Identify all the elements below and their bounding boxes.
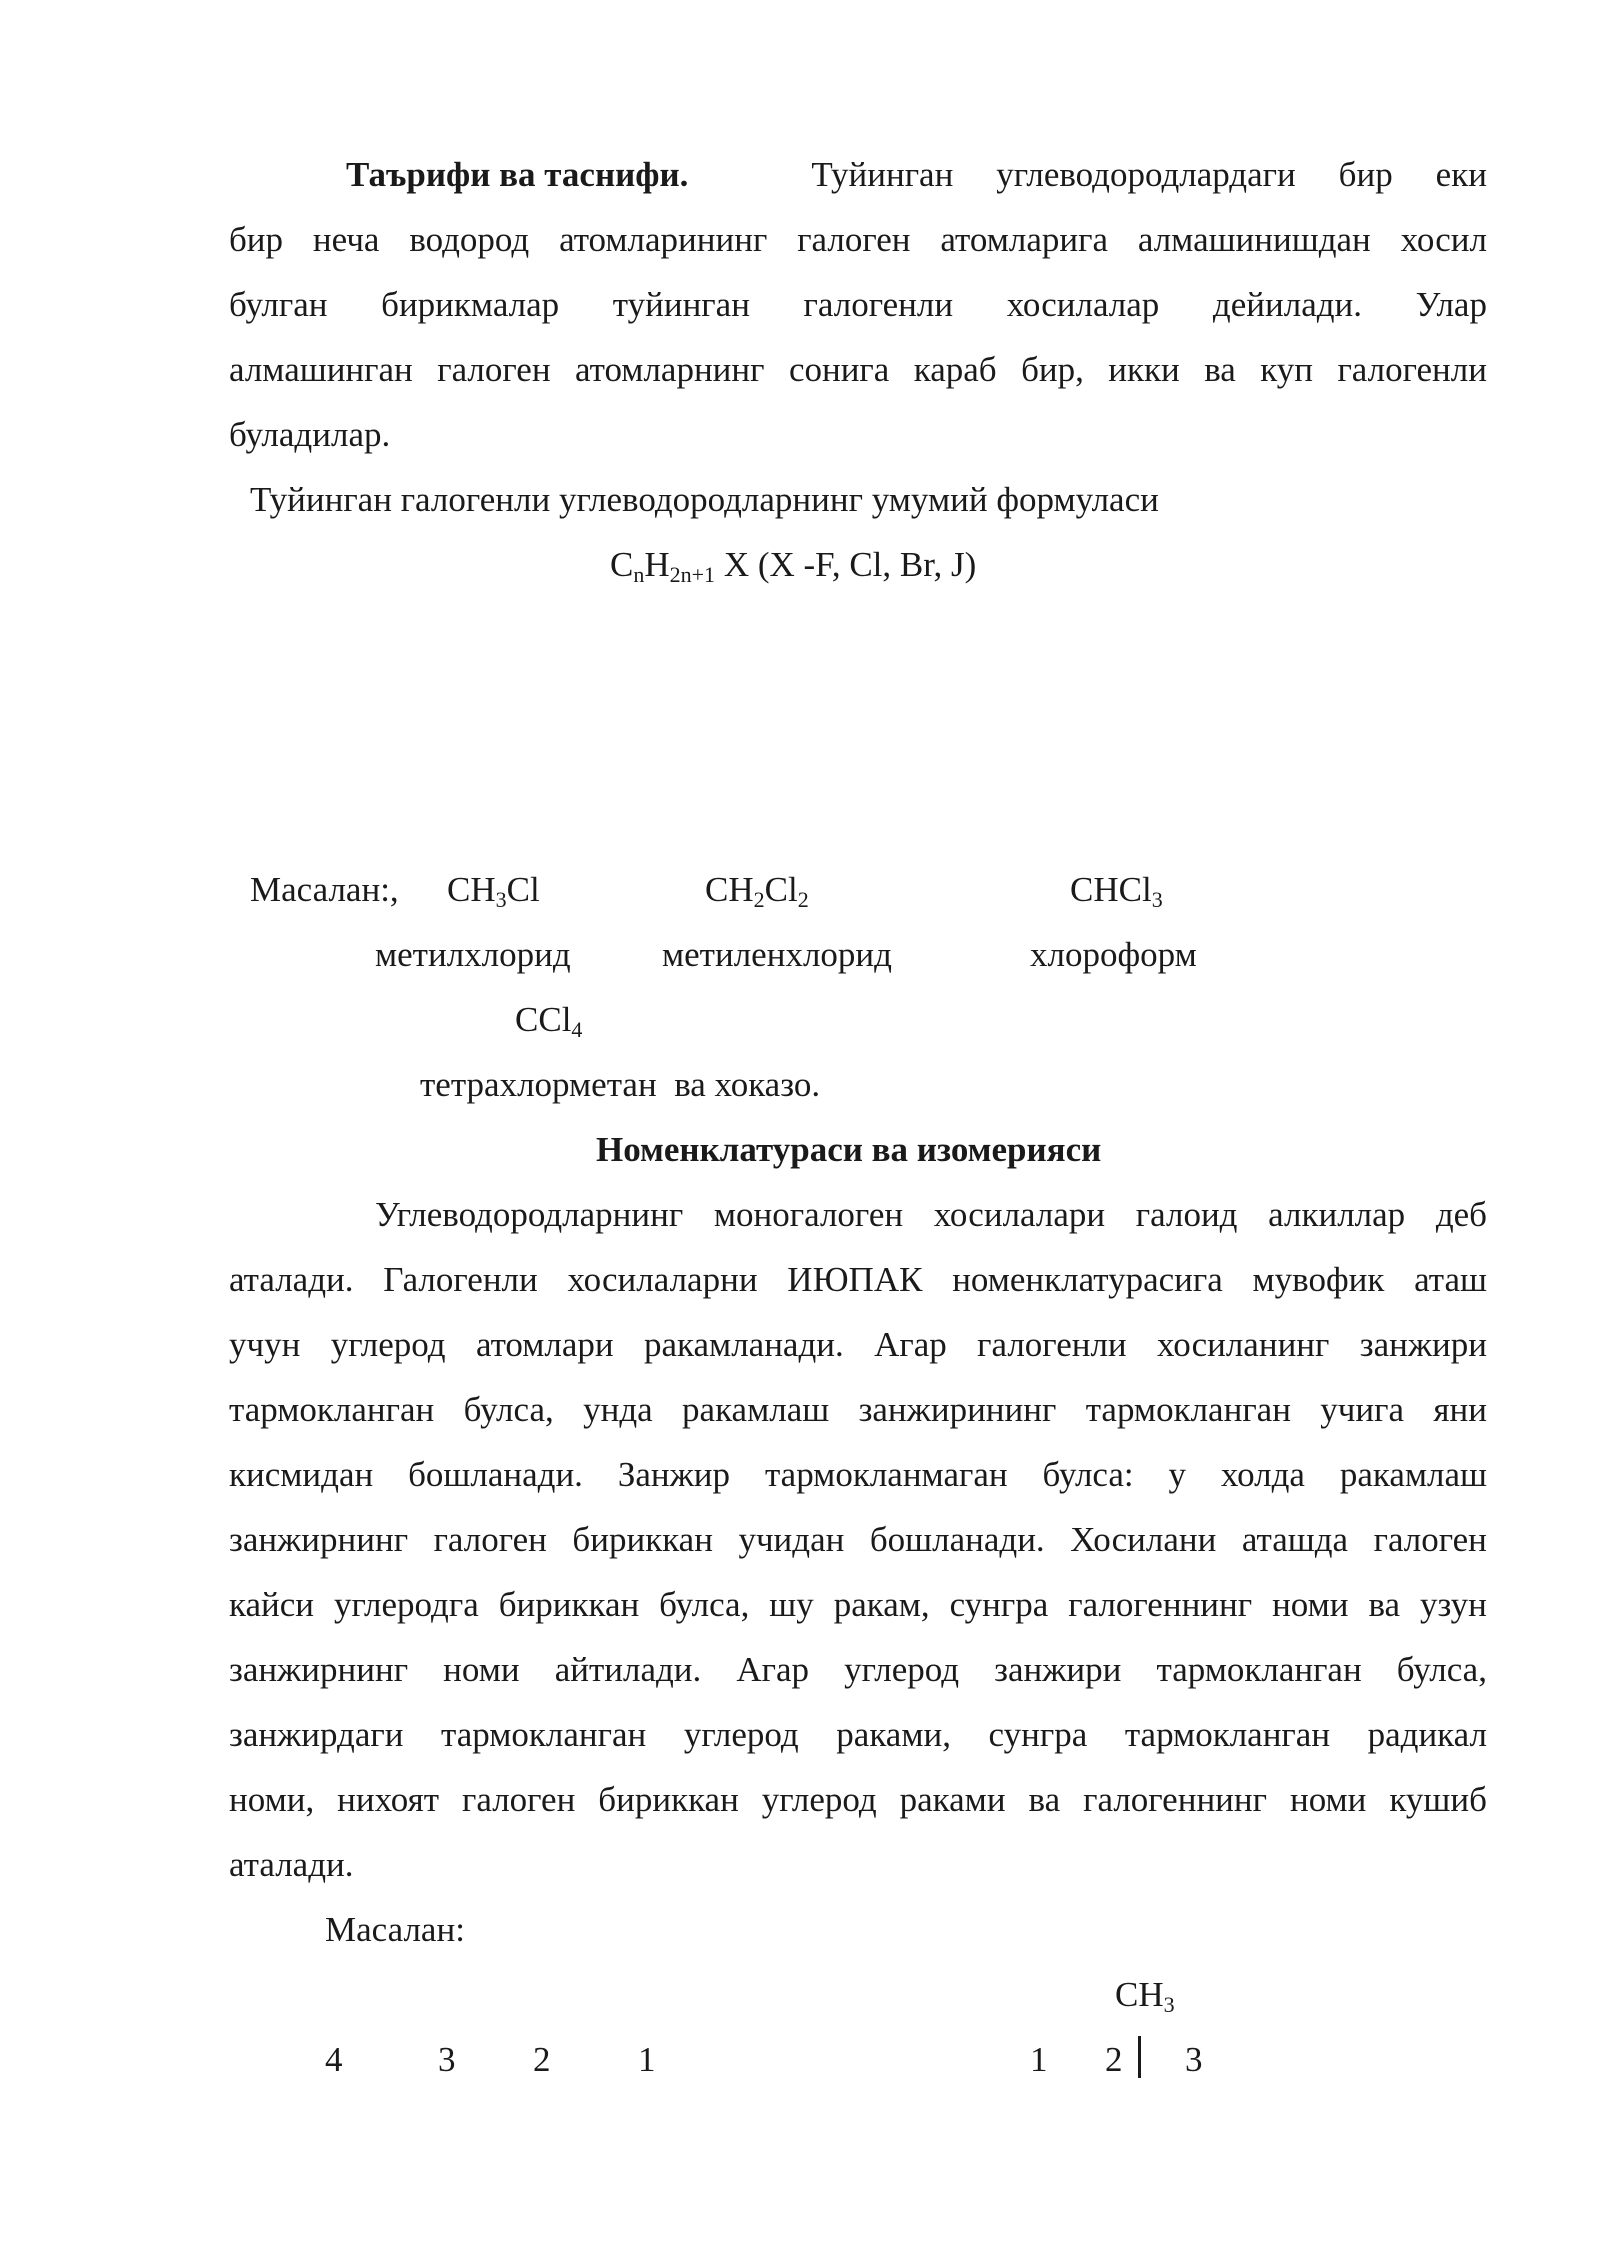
word: бириккан <box>498 1585 640 1624</box>
word: галоген <box>1373 1520 1487 1559</box>
num-left-1: 1 <box>638 2040 656 2079</box>
word: неча <box>312 220 380 259</box>
word: тармокланган <box>1124 1715 1331 1754</box>
word: сунгра <box>988 1715 1088 1754</box>
word: номи <box>1272 1585 1349 1624</box>
word: Туйинган <box>811 155 954 194</box>
nomenclature-line <box>229 1520 1487 1560</box>
word: номи <box>1289 1780 1367 1819</box>
word: булса: <box>1042 1455 1134 1494</box>
word: ракамлаш <box>682 1390 830 1429</box>
word: бир <box>229 220 284 259</box>
formula-chcl3: CHCl$_3$ <box>1070 870 1163 912</box>
word: еки <box>1435 155 1487 194</box>
word: бир <box>1338 155 1393 194</box>
word: галогеннинг <box>1083 1780 1267 1819</box>
word: булган <box>229 285 328 324</box>
word: яни <box>1433 1390 1487 1429</box>
intro-heading: Таърифи ва таснифи. <box>346 155 689 194</box>
word: кайси <box>229 1585 315 1624</box>
nomenclature-line <box>229 1390 1487 1430</box>
word: деб <box>1435 1195 1487 1234</box>
word: булса, <box>463 1390 554 1429</box>
word: занжирдаги <box>229 1715 404 1754</box>
word: Агар <box>874 1325 947 1364</box>
nomenclature-line <box>229 1195 1487 1235</box>
formula-intro: Туйинган галогенли углеводородларнинг умумий формуласи <box>250 480 1159 519</box>
examples-label: Масалан:, <box>250 870 399 909</box>
word: тармокланган <box>441 1715 647 1754</box>
nomenclature-last-line: аталади. <box>229 1845 354 1884</box>
word: атомларига <box>940 220 1108 259</box>
word: ракам, <box>833 1585 930 1624</box>
num-right-2: 2 <box>1105 2040 1123 2079</box>
formula-ccl4: CCl$_4$ <box>515 1000 583 1042</box>
num-right-3: 3 <box>1185 2040 1203 2079</box>
word: у <box>1168 1455 1187 1494</box>
word: занжири <box>1359 1325 1487 1364</box>
name-chloroform: хлороформ <box>1030 935 1197 974</box>
word: аташ <box>1414 1260 1487 1299</box>
word: номи, <box>229 1780 315 1819</box>
word: бириккан <box>598 1780 739 1819</box>
word: бириккан <box>572 1520 713 1559</box>
word: Хосилани <box>1070 1520 1217 1559</box>
word: булса, <box>659 1585 750 1624</box>
nomenclature-line <box>229 1455 1487 1495</box>
word: углерод <box>761 1780 877 1819</box>
word: ва <box>1028 1780 1061 1819</box>
word: куп <box>1260 350 1314 389</box>
word: алкиллар <box>1268 1195 1406 1234</box>
general-formula: $C_nH_{2n+1}$ X (X -F, Cl, Br, J) <box>610 545 977 587</box>
word: занжирнинг <box>229 1520 409 1559</box>
intro-line-3 <box>229 285 1487 325</box>
word: бирикмалар <box>381 285 560 324</box>
formula-ch3cl: $CH_3Cl$ <box>447 870 540 912</box>
num-left-4: 4 <box>325 2040 343 2079</box>
word: алмашинишдан <box>1137 220 1371 259</box>
word: раками <box>899 1780 1006 1819</box>
word: хосил <box>1400 220 1487 259</box>
word: галоид <box>1135 1195 1238 1234</box>
word: кисмидан <box>229 1455 374 1494</box>
num-left-3: 3 <box>438 2040 456 2079</box>
example-label: Масалан: <box>325 1910 465 1949</box>
word: учун <box>229 1325 301 1364</box>
word: занжирнинг <box>229 1650 409 1689</box>
word: радикал <box>1367 1715 1487 1754</box>
word: ракамланади. <box>644 1325 844 1364</box>
word: хосилалари <box>933 1195 1106 1234</box>
word: сунгра <box>949 1585 1049 1624</box>
word: галогенли <box>1337 350 1487 389</box>
section-heading: Номенклатураси ва изомерияси <box>596 1130 1102 1169</box>
name-tetrachloromethane: тетрахлорметан ва хоказо. <box>420 1065 821 1104</box>
word: бошланади. <box>869 1520 1045 1559</box>
intro-line-2 <box>229 220 1487 260</box>
word: тармокланмаган <box>764 1455 1008 1494</box>
name-methylchloride: метилхлорид <box>375 935 571 974</box>
bond-line <box>1138 2036 1141 2078</box>
name-methylenechloride: метиленхлорид <box>662 935 892 974</box>
word: аталади. <box>229 1260 354 1299</box>
num-right-1: 1 <box>1030 2040 1048 2079</box>
word: учидан <box>738 1520 845 1559</box>
word: галогеннинг <box>1068 1585 1253 1624</box>
word: шу <box>769 1585 814 1624</box>
word: хосилалар <box>1006 285 1160 324</box>
branch-ch3: $CH_3$ <box>1115 1975 1175 2017</box>
word: галоген <box>437 350 551 389</box>
word: булса, <box>1396 1650 1487 1689</box>
word: дейилади. <box>1212 285 1363 324</box>
word: углерод <box>330 1325 446 1364</box>
word: галоген <box>797 220 911 259</box>
word: углерод <box>844 1650 960 1689</box>
word: икки <box>1108 350 1180 389</box>
word: номи <box>443 1650 520 1689</box>
word: сонига <box>788 350 890 389</box>
num-left-2: 2 <box>533 2040 551 2079</box>
word: Занжир <box>617 1455 731 1494</box>
word: атомларининг <box>559 220 768 259</box>
word: мувофик <box>1252 1260 1385 1299</box>
word: ИЮПАК <box>787 1260 923 1299</box>
word: галогенли <box>803 285 954 324</box>
word: галоген <box>462 1780 576 1819</box>
word: ракамлаш <box>1339 1455 1487 1494</box>
word: атомлари <box>475 1325 614 1364</box>
nomenclature-line <box>229 1715 1487 1755</box>
word: нихоят <box>337 1780 440 1819</box>
word: углеводородлардаги <box>996 155 1296 194</box>
word: унда <box>583 1390 653 1429</box>
word: бошланади. <box>408 1455 583 1494</box>
word: узун <box>1420 1585 1487 1624</box>
word: углеродга <box>333 1585 479 1624</box>
word: Углеводородларнинг <box>375 1195 684 1234</box>
word: занжирининг <box>858 1390 1057 1429</box>
word: караб <box>913 350 997 389</box>
word: тармокланган <box>229 1390 435 1429</box>
nomenclature-line <box>229 1325 1487 1365</box>
word: водород <box>409 220 530 259</box>
word: галогенли <box>977 1325 1127 1364</box>
word: холда <box>1220 1455 1305 1494</box>
word: аташда <box>1241 1520 1349 1559</box>
nomenclature-line <box>229 1585 1487 1625</box>
word: Агар <box>736 1650 810 1689</box>
word: раками, <box>836 1715 951 1754</box>
word: учига <box>1320 1390 1405 1429</box>
word: галоген <box>433 1520 547 1559</box>
word: Улар <box>1415 285 1487 324</box>
word: номенклатурасига <box>952 1260 1223 1299</box>
word: хосилаларни <box>567 1260 758 1299</box>
word: бир, <box>1021 350 1084 389</box>
intro-line-4 <box>229 350 1487 390</box>
word: тармокланган <box>1085 1390 1291 1429</box>
word: ва <box>1204 350 1236 389</box>
word: кушиб <box>1389 1780 1487 1819</box>
word: алмашинган <box>229 350 413 389</box>
nomenclature-line <box>229 1650 1487 1690</box>
word: моногалоген <box>713 1195 904 1234</box>
formula-ch2cl2: $CH_2Cl_2$ <box>705 870 809 912</box>
word: хосиланинг <box>1157 1325 1330 1364</box>
nomenclature-line <box>229 1260 1487 1300</box>
word: ва <box>1368 1585 1401 1624</box>
word: углерод <box>683 1715 799 1754</box>
word: туйинган <box>612 285 750 324</box>
word: тармокланган <box>1156 1650 1362 1689</box>
nomenclature-line <box>229 1780 1487 1820</box>
word: айтилади. <box>554 1650 702 1689</box>
word: занжири <box>994 1650 1122 1689</box>
intro-line-5: буладилар. <box>229 415 391 454</box>
word: Галогенли <box>383 1260 538 1299</box>
word: атомларнинг <box>575 350 765 389</box>
intro-line-1 <box>229 155 1487 195</box>
